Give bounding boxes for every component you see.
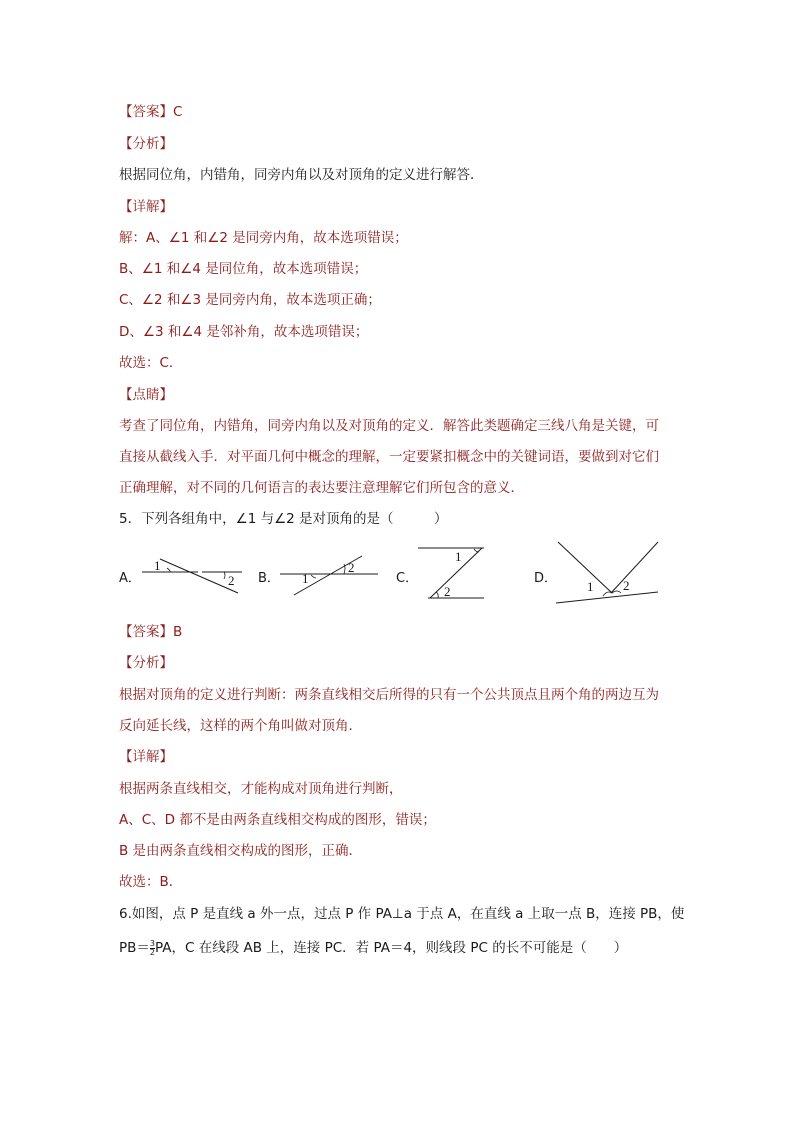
question-6-line: [119, 938, 627, 958]
detail-line: A、C、D 都不是由两条直线相交构成的图形，错误；: [119, 812, 436, 828]
analysis-text: 根据同位角，内错角，同旁内角以及对顶角的定义进行解答．: [119, 167, 484, 183]
detail-line: B、∠1 和∠4 是同位角，故本选项错误；: [119, 261, 368, 277]
option-d-label: D．: [534, 571, 558, 586]
analysis-line: 根据对顶角的定义进行判断：两条直线相交后所得的只有一个公共顶点且两个角的两边互为: [119, 687, 659, 703]
fraction-denominator: 2: [149, 947, 155, 957]
detail-tag: 【详解】: [119, 199, 173, 215]
answer-line: [119, 102, 182, 122]
analysis-line: 反向延长线，这样的两个角叫做对顶角．: [119, 718, 362, 734]
figure-b: [278, 554, 382, 598]
answer-line: [119, 622, 182, 642]
angle-1-label: 1: [302, 571, 309, 586]
detail-line: 根据两条直线相交，才能构成对顶角进行判断，: [119, 781, 403, 797]
q6-pb-text: PB＝: [119, 940, 150, 956]
question-6-line: 6.如图，点 P 是直线 a 外一点，过点 P 作 PA⊥a 于点 A，在直线 a 上取一点 B，连接 PB，使: [119, 906, 685, 922]
angle-1-label: 1: [154, 558, 161, 573]
option-b-label: B．: [258, 571, 280, 586]
detail-line: D、∠3 和∠4 是邻补角，故本选项错误；: [119, 324, 369, 340]
option-a-label: A．: [119, 571, 141, 586]
answer-value: C: [173, 104, 183, 120]
analysis-tag: 【分析】: [119, 655, 173, 671]
option-c-label: C．: [396, 571, 419, 586]
angle-2-label: 2: [348, 560, 355, 575]
detail-line: B 是由两条直线相交构成的图形，正确．: [119, 843, 363, 859]
comment-line: 正确理解，对不同的几何语言的表达要注意理解它们所包含的意义．: [119, 480, 524, 496]
q6-rest-text: PA，C 在线段 AB 上，连接 PC．若 PA＝4，则线段 PC 的长不可能是（ ）: [155, 940, 628, 956]
figure-c: [416, 545, 486, 603]
angle-1-label: 1: [455, 549, 462, 564]
detail-line: C、∠2 和∠3 是同旁内角，故本选项正确；: [119, 292, 381, 308]
figure-a: [140, 555, 250, 597]
answer-tag: 【答案】: [119, 624, 173, 640]
fraction-numerator: 3: [149, 938, 155, 948]
angle-2-label: 2: [623, 578, 630, 593]
detail-conclusion: 故选：C．: [119, 355, 183, 371]
detail-tag: 【详解】: [119, 749, 173, 765]
detail-line: 解：A、∠1 和∠2 是同旁内角，故本选项错误；: [119, 230, 408, 246]
analysis-tag: 【分析】: [119, 136, 173, 152]
comment-line: 直接从截线入手．对平面几何中概念的理解，一定要紧扣概念中的关键词语，要做到对它们: [119, 449, 659, 465]
figure-d: [554, 540, 660, 606]
answer-tag: 【答案】: [119, 104, 173, 120]
comment-line: 考查了同位角，内错角，同旁内角以及对顶角的定义．解答此类题确定三线八角是关键，可: [119, 418, 659, 434]
question-5-stem: 5．下列各组角中，∠1 与∠2 是对顶角的是（ ）: [119, 511, 448, 527]
answer-value: B: [173, 624, 183, 640]
angle-1-label: 1: [587, 579, 594, 594]
angle-2-label: 2: [444, 584, 451, 599]
comment-tag: 【点睛】: [119, 387, 173, 403]
detail-conclusion: 故选：B．: [119, 874, 183, 890]
angle-2-label: 2: [228, 573, 235, 588]
